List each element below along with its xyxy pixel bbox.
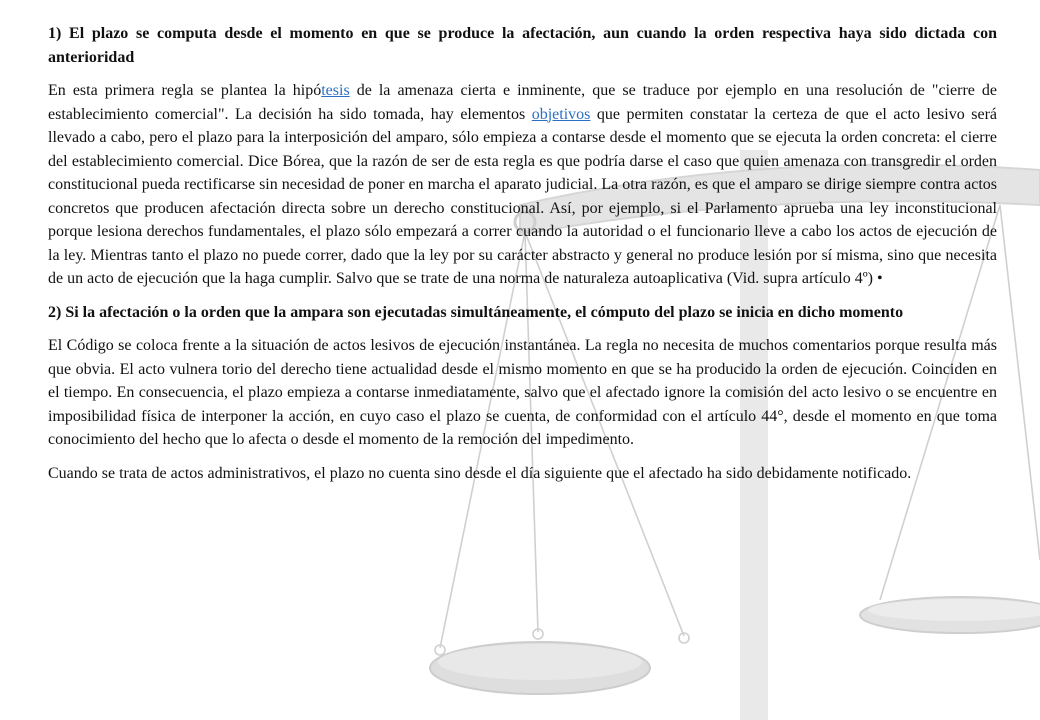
paragraph-text: En esta primera regla se plantea la hipó (48, 82, 322, 99)
document-body (48, 22, 997, 495)
section-2-paragraph-2: Cuando se trata de actos administrativos, el plazo no cuenta sino desde el día siguiente que el afectado ha sido debidamente notificado. (48, 464, 912, 482)
paragraph-text: que permiten constatar la certeza de que el acto lesivo será llevado a cabo, pero el plazo para la interposición del amparo, sólo empieza a contarse desde el momento que se ejecuta la orden concreta: el cierre del establecimiento comercial. Dice Bórea, que la razón de ser de esta regla es que podría darse el caso que quien amenaza con transgredir el orden constitucional pueda rectificarse sin necesidad de poner en marcha el aparato judicial. La otra razón, es que el amparo se dirige siempre contra actos concretos que producen afectación directa sobre un derecho constitucional. Así, por ejemplo, si el Parlamento aprueba una ley inconstitucional porque lesiona derechos fundamentales, el plazo sólo empezará a correr cuando la autoridad o el funcionario lleve a cabo los actos de ejecución de la ley. Mientras tanto el plazo no puede correr, dado que la ley por su carácter abstracto y general no produce lesión por sí misma, sino que necesita de un acto de ejecución que la haga cumplir. Salvo que se trate de una norma de naturaleza autoaplicativa (Vid. supra artículo 4º) • (48, 105, 997, 287)
section-1-paragraph (48, 79, 997, 291)
paragraph-text: de la amenaza cierta e inminente, que se traduce por ejemplo en una resolución de "cierre de establecimiento comercial". La decisión ha sido tomada, hay elementos (48, 82, 998, 123)
section-2-heading: 2) Si la afectación o la orden que la ampara son ejecutadas simultáneamente, el cómputo del plazo se inicia en dicho momento (48, 303, 904, 321)
link-objetivos[interactable]: objetivos (531, 105, 591, 123)
section-2-paragraph-1: El Código se coloca frente a la situación de actos lesivos de ejecución instantánea. La regla no necesita de muchos comentarios porque resulta más que obvia. El acto vulnera torio del derecho tiene actualidad desde el mismo momento en que se ha producido la orden de ejecución. Coinciden en el tiempo. En consecuencia, el plazo empieza a contarse inmediatamente, salvo que el afectado ignore la comisión del acto lesivo o se encuentre en imposibilidad física de interponer la acción, en cuyo caso el plazo se cuenta, de conformidad con el artículo 44°, desde el momento en que toma conocimiento del hecho que lo afecta o desde el momento de la remoción del impedimento. (48, 337, 997, 448)
link-tesis[interactable]: tesis (321, 82, 350, 99)
section-1-heading: 1) El plazo se computa desde el momento en que se produce la afectación, aun cuando la orden respectiva haya sido dictada con anterioridad (48, 25, 997, 66)
